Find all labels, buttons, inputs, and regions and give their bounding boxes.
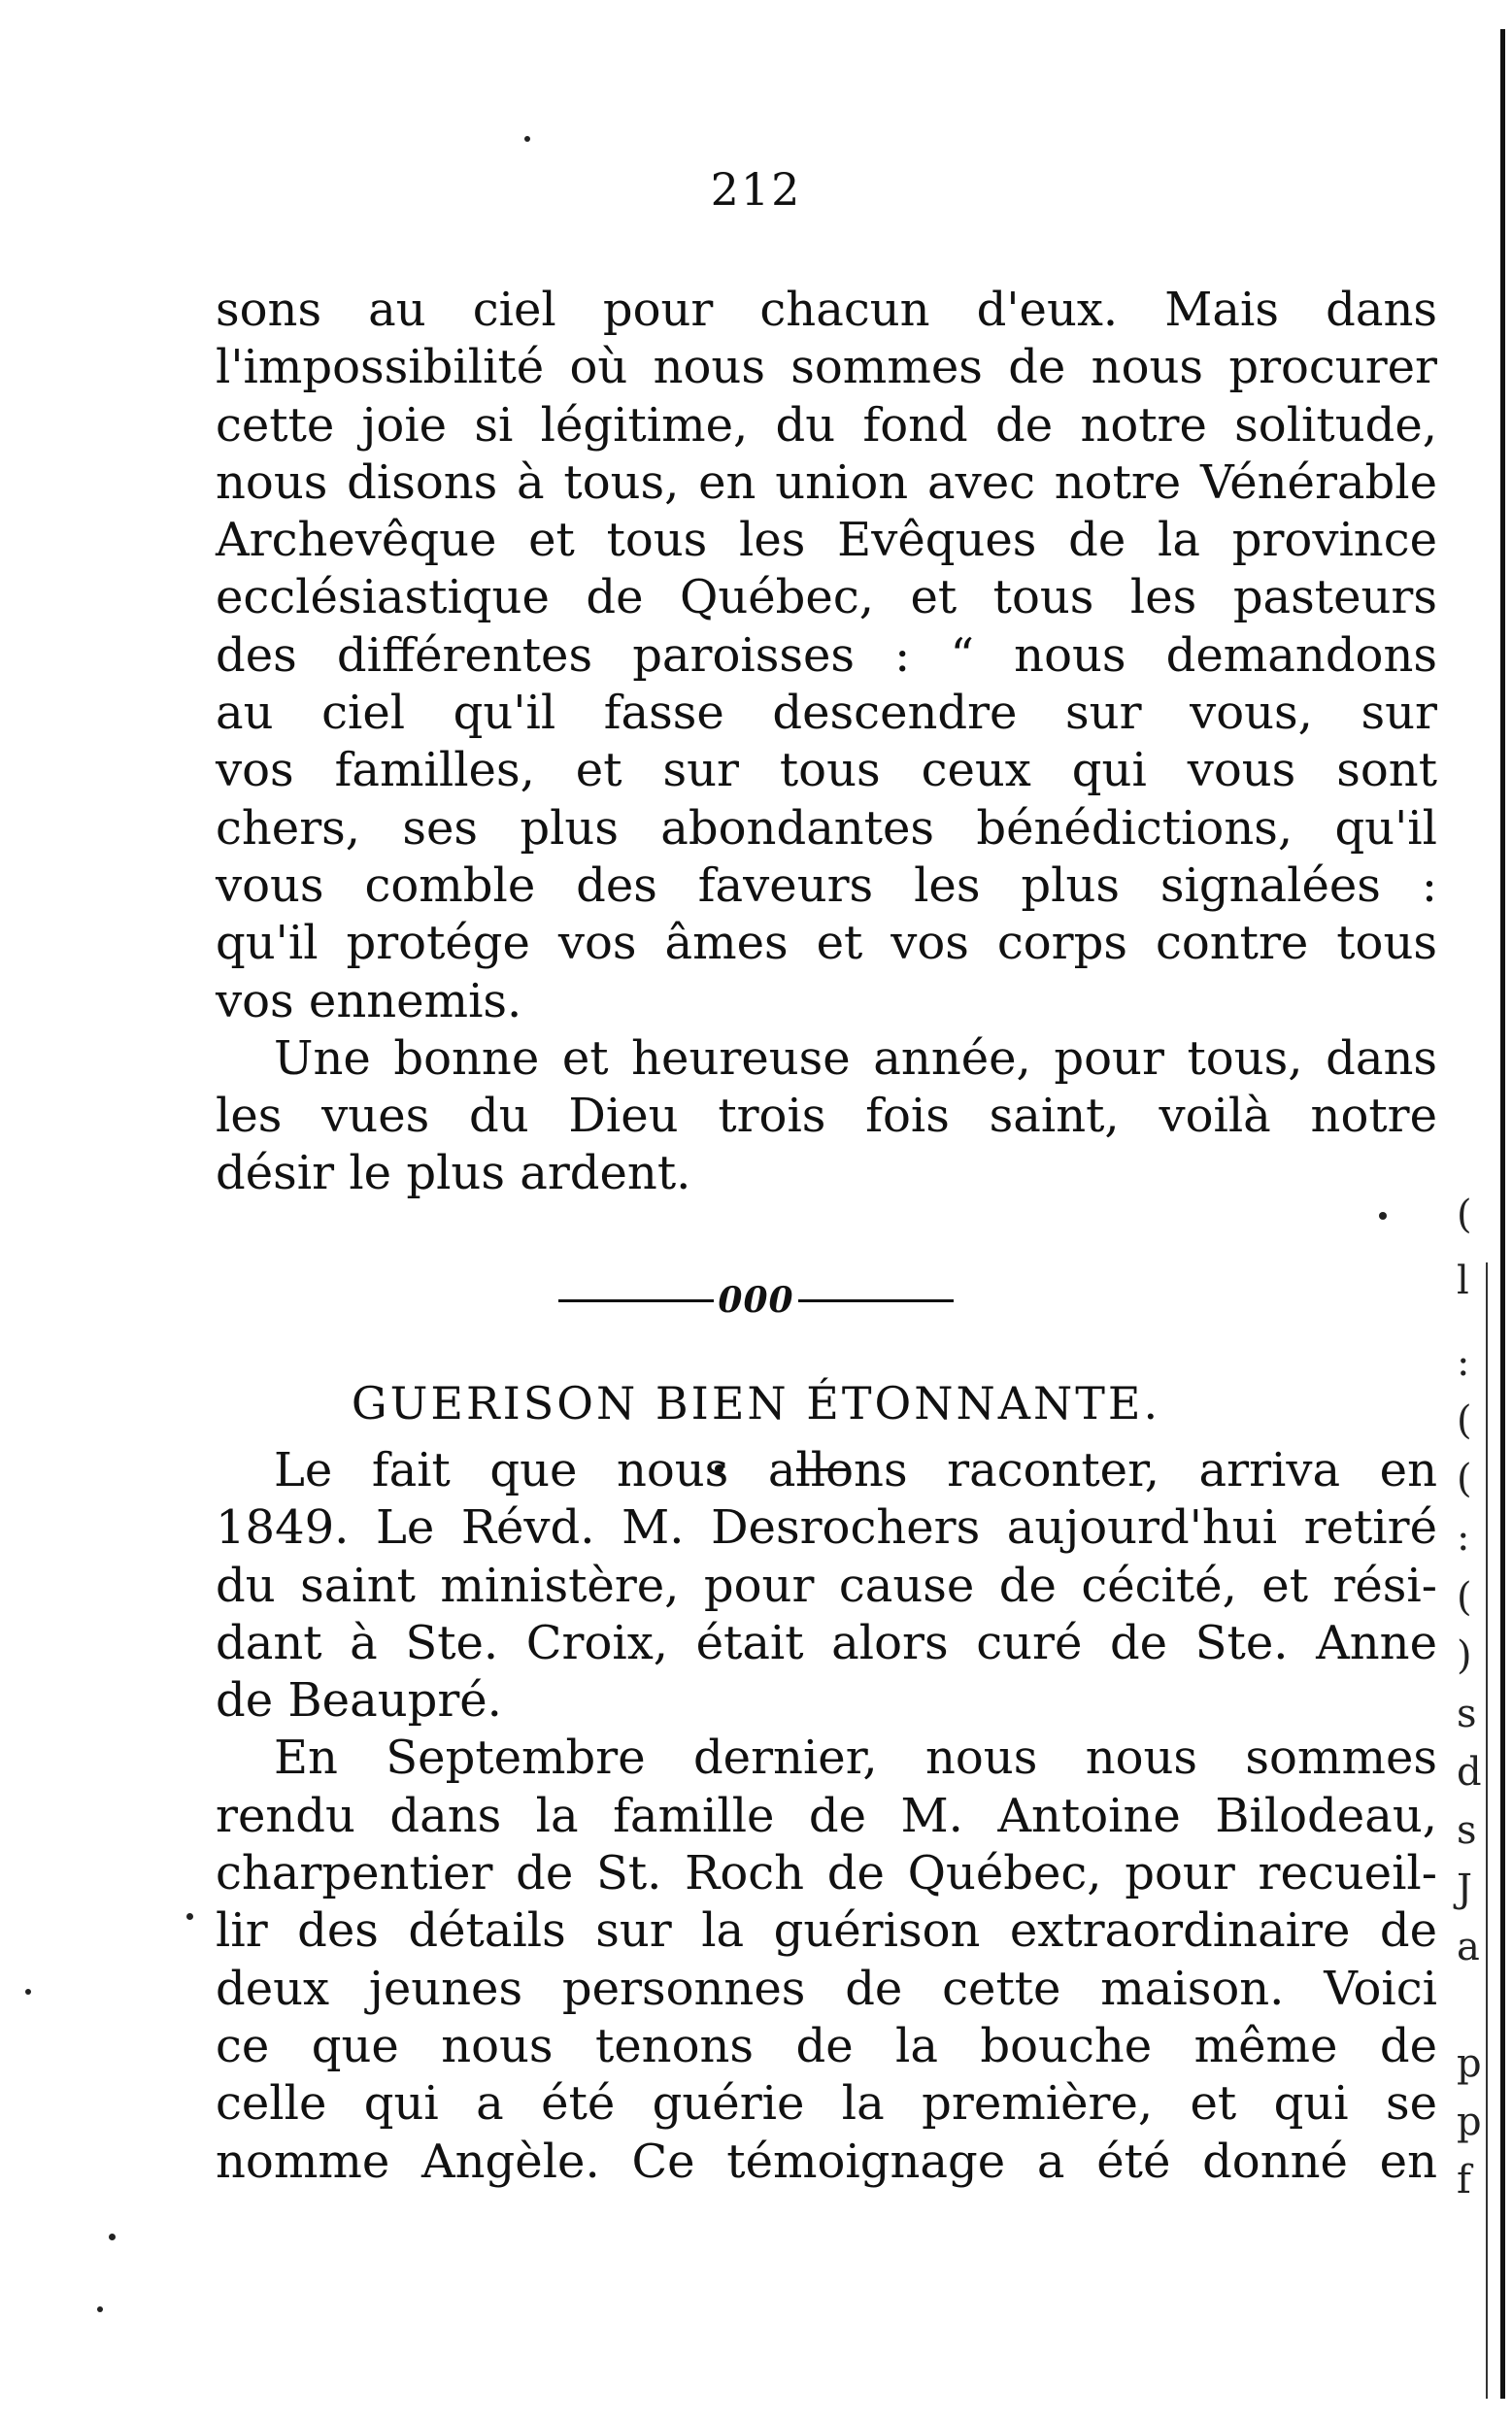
text-line: vos ennemis. [216, 973, 522, 1028]
separator-rule-left [558, 1299, 714, 1302]
text-line: l'impossibilité où nous sommes de nous procurer [216, 340, 1437, 395]
margin-fragment: l [1457, 1259, 1469, 1303]
text-line: chers, ses plus abondantes bénédictions, qu'il [216, 800, 1437, 856]
text-line: deux jeunes personnes de cette maison. Voici [216, 1961, 1437, 2016]
margin-fragment: ( [1457, 1457, 1472, 1501]
margin-fragment: J [1457, 1866, 1473, 1911]
margin-fragment: ( [1457, 1398, 1472, 1443]
text-line: celle qui a été guérie la première, et qui se [216, 2076, 1437, 2132]
text-line: sons au ciel pour chacun d'eux. Mais dans [216, 283, 1437, 337]
print-speck [1379, 1212, 1387, 1220]
text-line: vos familles, et sur tous ceux qui vous sont [216, 743, 1437, 798]
text-line: vous comble des faveurs les plus signalées : [216, 857, 1437, 913]
margin-fragment: : [1457, 1515, 1470, 1560]
body-text-bottom [216, 1442, 1437, 2191]
print-speck [109, 2234, 116, 2240]
text-line: cette joie si légitime, du fond de notre solitude, [216, 397, 1437, 453]
margin-fragment: a [1457, 1925, 1480, 1969]
text-line: de Beaupré. [216, 1673, 502, 1729]
margin-fragment: d [1457, 1750, 1482, 1795]
page-edge-rule [1500, 29, 1505, 2399]
text-line: au ciel qu'il fasse descendre sur vous, sur [216, 686, 1437, 741]
text-line: charpentier de St. Roch de Québec, pour recueil- [216, 1846, 1437, 1901]
text-line: les vues du Dieu trois fois saint, voilà notre [216, 1089, 1437, 1144]
section-heading: GUERISON BIEN ÉTONNANTE. [351, 1377, 1161, 1429]
text-line: nous disons à tous, en union avec notre Vénérable [216, 454, 1437, 510]
page-number: 212 [710, 163, 802, 216]
text-line: 1849. Le Révd. M. Desrochers aujourd'hui retiré [216, 1500, 1437, 1556]
text-line: lir des détails sur la guérison extraordinaire de [216, 1903, 1437, 1959]
text-line: des différentes paroisses : “ nous demandons [216, 627, 1437, 683]
text-line: qu'il protége vos âmes et vos corps contre tous [216, 916, 1437, 971]
print-speck [186, 1913, 193, 1920]
text-line: nomme Angèle. Ce témoignage a été donné en [216, 2134, 1437, 2189]
text-line: Archevêque et tous les Evêques de la province [216, 513, 1437, 568]
section-separator [0, 1280, 1512, 1321]
text-line: Le fait que nous allons raconter, arriva en [274, 1443, 1437, 1497]
margin-fragment: s [1457, 1808, 1477, 1853]
margin-fragment: ( [1457, 1575, 1472, 1620]
text-line: dant à Ste. Croix, était alors curé de Ste. Anne [216, 1615, 1437, 1670]
text-line: En Septembre dernier, nous nous sommes [274, 1731, 1437, 1786]
gutter-rule [1486, 1262, 1488, 2399]
body-text-top [216, 282, 1437, 1203]
print-speck [25, 1989, 31, 1995]
print-speck [97, 2306, 103, 2312]
margin-fragment: : [1457, 1340, 1470, 1385]
margin-fragment: ) [1457, 1633, 1472, 1678]
margin-fragment: p [1457, 2041, 1482, 2086]
separator-mark: 000 [718, 1280, 794, 1321]
text-line: ecclésiastique de Québec, et tous les pasteurs [216, 570, 1437, 625]
separator-rule-right [798, 1299, 954, 1302]
text-line: du saint ministère, pour cause de cécité, et rési- [216, 1558, 1437, 1613]
text-line: ce que nous tenons de la bouche même de [216, 2018, 1437, 2073]
print-speck [524, 136, 530, 142]
text-line: rendu dans la famille de M. Antoine Bilodeau, [216, 1788, 1437, 1843]
text-line: désir le plus ardent. [216, 1146, 691, 1201]
text-line: Une bonne et heureuse année, pour tous, dans [274, 1030, 1437, 1086]
margin-fragment: f [1457, 2158, 1471, 2202]
margin-fragment: s [1457, 1692, 1477, 1736]
margin-fragment: ( [1457, 1193, 1472, 1237]
margin-fragment: p [1457, 2100, 1482, 2144]
